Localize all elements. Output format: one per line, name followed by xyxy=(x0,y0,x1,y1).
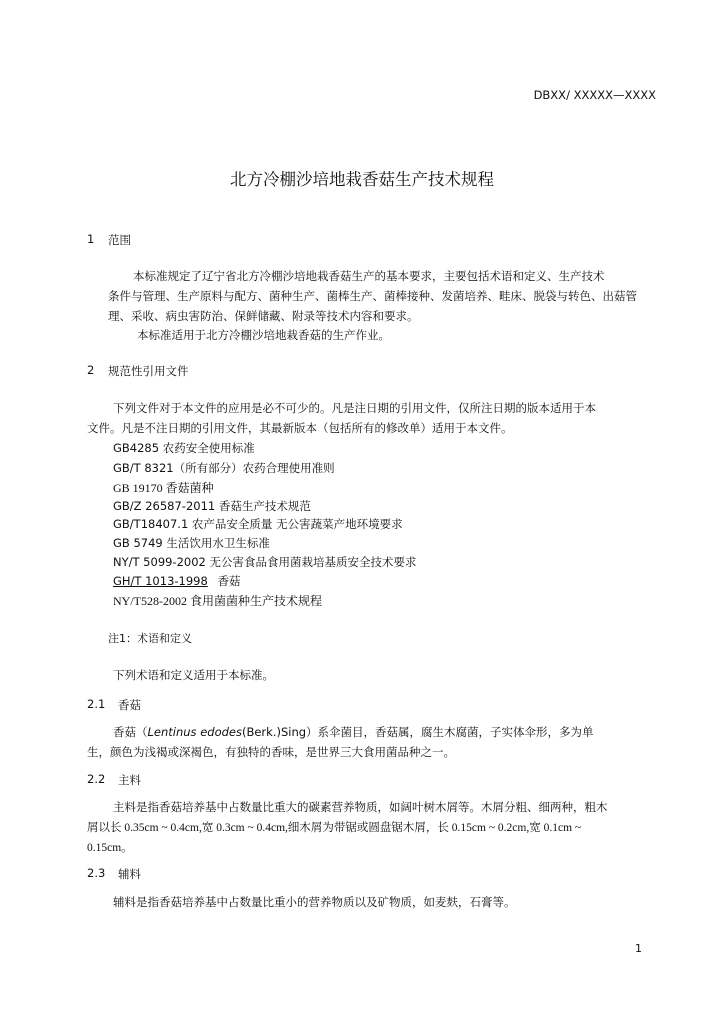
reference-item: NY/T528-2002 食用菌菌种生产技术规程 xyxy=(113,594,322,608)
section-2-2-line: 0.15cm。 xyxy=(87,842,133,854)
reference-item: GB/T18407.1 农产品安全质量 无公害蔬菜产地环境要求 xyxy=(113,517,403,531)
section-2-intro-line: 文件。凡是不注日期的引用文件，其最新版本（包括所有的修改单）适用于本文件。 xyxy=(87,421,513,435)
section-2-3-number: 2.3 xyxy=(87,866,106,880)
section-2-3-heading: 辅料 xyxy=(118,867,141,881)
section-2-1-post: (Berk.)Sing）系伞菌目，香菇属，腐生木腐菌，子实体伞形，多为单 xyxy=(241,725,594,739)
reference-item: GB/T 8321（所有部分）农药合理使用准则 xyxy=(113,461,335,475)
section-2-1-heading: 香菇 xyxy=(118,698,141,712)
reference-item: NY/T 5099-2002 无公害食品食用菌栽培基质安全技术要求 xyxy=(113,555,417,569)
note-text: 下列术语和定义适用于本标准。 xyxy=(113,668,274,682)
doc-number: DBXX/ XXXXX—XXXX xyxy=(533,88,656,102)
scientific-name: Lentinus edodes xyxy=(147,725,242,739)
section-2-2-line: 屑以长 0.35cm ~ 0.4cm,宽 0.3cm ~ 0.4cm,细木屑为带锯或圆盘锯木屑，长 0.15cm ~ 0.2cm,宽 0.1cm ~ xyxy=(87,822,582,834)
reference-item: GB 5749 生活饮用水卫生标准 xyxy=(113,536,270,550)
reference-item-gh xyxy=(113,573,240,589)
reference-title: 香菇 xyxy=(217,574,241,588)
section-2-3-line: 辅料是指香菇培养基中占数量比重小的营养物质以及矿物质，如麦麸，石膏等。 xyxy=(113,895,516,909)
section-1-scope-line: 本标准适用于北方冷棚沙培地栽香菇的生产作业。 xyxy=(137,328,390,342)
section-1-number: 1 xyxy=(87,232,95,246)
section-1-paragraph-line: 本标准规定了辽宁省北方冷棚沙培地栽香菇生产的基本要求，主要包括术语和定义、生产技术 xyxy=(133,269,605,283)
reference-item: GB4285 农药安全使用标准 xyxy=(113,441,255,455)
section-2-2-line: 主料是指香菇培养基中占数量比重大的碳素营养物质，如阔叶树木屑等。木屑分粗、细两种，粗木 xyxy=(113,800,608,814)
section-2-2-number: 2.2 xyxy=(87,772,106,786)
document-title: 北方冷棚沙培地栽香菇生产技术规程 xyxy=(230,170,494,189)
section-2-number: 2 xyxy=(87,363,95,377)
note-label: 注1：术语和定义 xyxy=(108,632,192,645)
section-2-1-line: 生，颜色为浅褐或深褐色，有独特的香味，是世界三大食用菌品种之一。 xyxy=(87,745,455,759)
section-2-1-pre: 香菇（ xyxy=(113,725,148,739)
reference-item: GB 19170 香菇菌种 xyxy=(113,481,214,495)
section-1-paragraph-line: 条件与管理、生产原料与配方、菌种生产、菌棒生产、菌棒接种、发菌培养、畦床、脱袋与转色、出菇管 xyxy=(108,289,637,303)
section-2-1-line xyxy=(113,724,594,740)
reference-item: GB/Z 26587-2011 香菇生产技术规范 xyxy=(113,499,311,513)
section-2-1-number: 2.1 xyxy=(87,697,106,711)
section-1-heading: 范围 xyxy=(108,233,131,247)
section-2-intro-line: 下列文件对于本文件的应用是必不可少的。凡是注日期的引用文件，仅所注日期的版本适用于本 xyxy=(113,401,596,415)
section-2-2-heading: 主料 xyxy=(118,773,141,787)
section-1-paragraph-line: 理、采收、病虫害防治、保鲜储藏、附录等技术内容和要求。 xyxy=(108,309,419,323)
section-2-heading: 规范性引用文件 xyxy=(108,364,189,378)
page-number: 1 xyxy=(635,942,642,955)
reference-code-underlined: GH/T 1013-1998 xyxy=(113,574,208,588)
